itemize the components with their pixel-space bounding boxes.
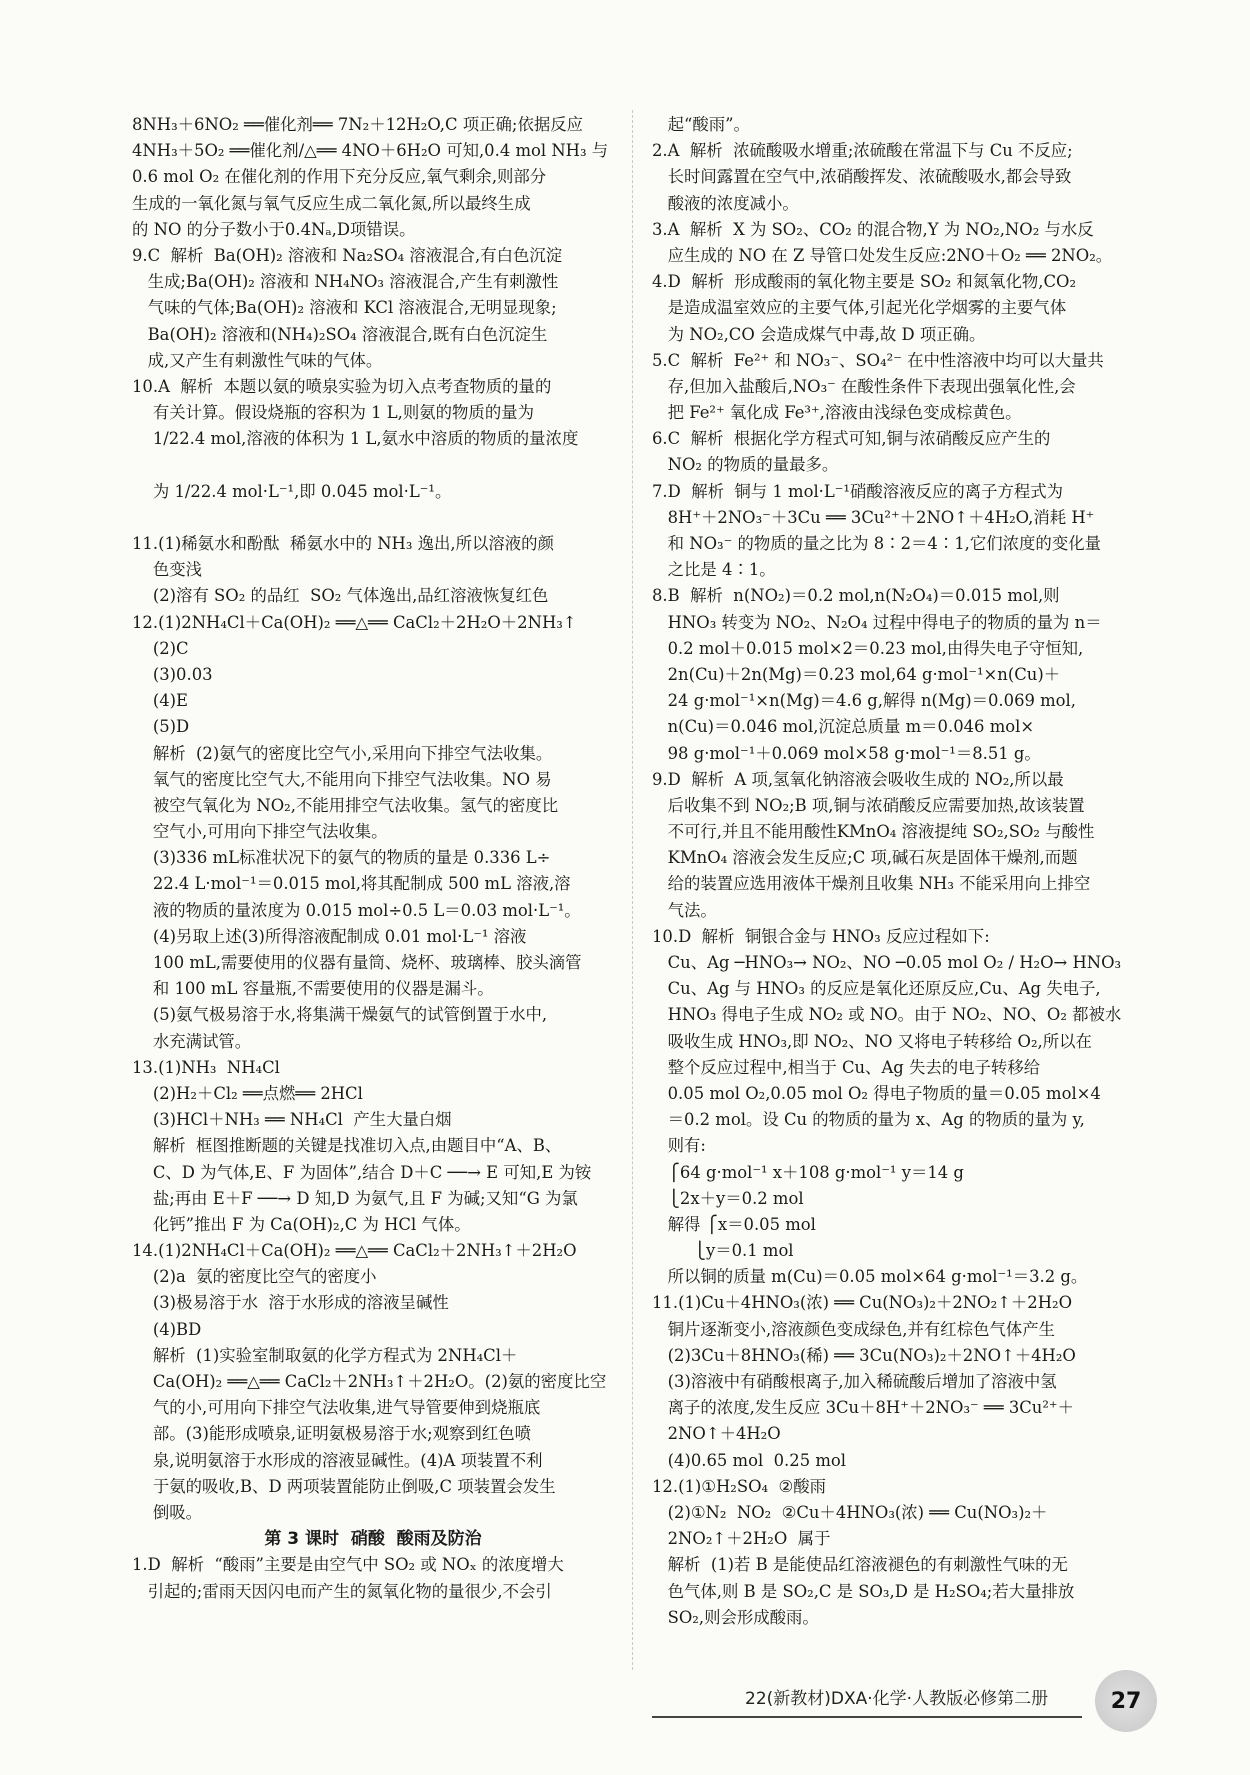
text-line: 2NO₂↑＋2H₂O 属于 (652, 1529, 831, 1549)
text-line: 11.(1)Cu＋4HNO₃(浓) ══ Cu(NO₃)₂＋2NO₂↑＋2H₂O (652, 1293, 1073, 1313)
text-line: 12.(1)2NH₄Cl＋Ca(OH)₂ ══△══ CaCl₂＋2H₂O＋2NH₃↑ (132, 612, 577, 632)
text-line: 4NH₃＋5O₂ ══催化剂/△══ 4NO＋6H₂O 可知,0.4 mol NH₃ 与 (132, 141, 609, 161)
text-line: 解析 (1)实验室制取氨的化学方程式为 2NH₄Cl＋ (132, 1345, 518, 1365)
text-line: (5)D (132, 717, 190, 737)
text-line: 生成的一氧化氮与氧气反应生成二氧化氮,所以最终生成 (132, 193, 531, 213)
text-line: 13.(1)NH₃ NH₄Cl (132, 1057, 280, 1077)
text-line: 色变浅 (132, 560, 203, 580)
text-line: 和 100 mL 容量瓶,不需要使用的仪器是漏斗。 (132, 979, 494, 999)
text-line: 有关计算。假设烧瓶的容积为 1 L,则氨的物质的量为 (132, 403, 534, 423)
text-line: 化钙”推出 F 为 Ca(OH)₂,C 为 HCl 气体。 (132, 1214, 471, 1234)
right-column (652, 112, 1140, 1631)
text-line: 液的物质的量浓度为 0.015 mol÷0.5 L＝0.03 mol·L⁻¹。 (132, 900, 581, 920)
text-line: (2)①N₂ NO₂ ②Cu＋4HNO₃(浓) ══ Cu(NO₃)₂＋ (652, 1502, 1048, 1522)
text-line: 之比是 4∶1。 (652, 560, 776, 580)
text-line: (3)HCl＋NH₃ ══ NH₄Cl 产生大量白烟 (132, 1110, 452, 1130)
text-line: 解得 ⎧x＝0.05 mol (652, 1214, 816, 1234)
text-line: (3)极易溶于水 溶于水形成的溶液呈碱性 (132, 1293, 449, 1313)
text-line: 于氨的吸收,B、D 两项装置能防止倒吸,C 项装置会发生 (132, 1476, 556, 1496)
text-line: 酸液的浓度减小。 (652, 193, 799, 213)
text-line: 长时间露置在空气中,浓硝酸挥发、浓硫酸吸水,都会导致 (652, 167, 1072, 187)
text-line: ⎩2x＋y＝0.2 mol (652, 1188, 804, 1208)
text-line: 的 NO 的分子数小于0.4Nₐ,D项错误。 (132, 219, 416, 239)
text-line: 引起的;雷雨天因闪电而产生的氮氧化物的量很少,不会引 (132, 1581, 552, 1601)
text-line: 后收集不到 NO₂;B 项,铜与浓硝酸反应需要加热,故该装置 (652, 795, 1085, 815)
left-column (132, 112, 614, 1605)
text-line: 和 NO₃⁻ 的物质的量之比为 8∶2＝4∶1,它们浓度的变化量 (652, 534, 1101, 553)
text-line: 整个反应过程中,相当于 Cu、Ag 失去的电子转移给 (652, 1057, 1041, 1077)
text-line: 8.B 解析 n(NO₂)＝0.2 mol,n(N₂O₄)＝0.015 mol,则 (652, 586, 1060, 606)
footer-book-title: 22(新教材)DXA·化学·人教版必修第二册 (745, 1689, 1049, 1709)
text-line: 生成;Ba(OH)₂ 溶液和 NH₄NO₃ 溶液混合,产生有刺激性 (132, 272, 559, 292)
text-line: Ca(OH)₂ ══△══ CaCl₂＋2NH₃↑＋2H₂O。(2)氨的密度比空 (132, 1372, 607, 1391)
text-line: (2)溶有 SO₂ 的品红 SO₂ 气体逸出,品红溶液恢复红色 (132, 586, 549, 606)
text-line: HNO₃ 转变为 NO₂、N₂O₄ 过程中得电子的物质的量为 n＝ (652, 612, 1102, 632)
text-line: NO₂ 的物质的量最多。 (652, 455, 839, 475)
text-line: (5)氨气极易溶于水,将集满干燥氨气的试管倒置于水中, (132, 1005, 548, 1025)
text-line: 7.D 解析 铜与 1 mol·L⁻¹硝酸溶液反应的离子方程式为 (652, 481, 1064, 501)
text-line: 8H⁺＋2NO₃⁻＋3Cu ══ 3Cu²⁺＋2NO↑＋4H₂O,消耗 H⁺ (652, 507, 1095, 527)
text-line: 所以铜的质量 m(Cu)＝0.05 mol×64 g·mol⁻¹＝3.2 g。 (652, 1267, 1088, 1287)
text-line: (4)0.65 mol 0.25 mol (652, 1450, 846, 1470)
text-line: 98 g·mol⁻¹＋0.069 mol×58 g·mol⁻¹＝8.51 g。 (652, 743, 1041, 763)
text-line: ⎧64 g·mol⁻¹ x＋108 g·mol⁻¹ y＝14 g (652, 1162, 964, 1182)
text-line: 5.C 解析 Fe²⁺ 和 NO₃⁻、SO₄²⁻ 在中性溶液中均可以大量共 (652, 350, 1104, 370)
text-line: 色气体,则 B 是 SO₂,C 是 SO₃,D 是 H₂SO₄;若大量排放 (652, 1581, 1075, 1601)
text-line: n(Cu)＝0.046 mol,沉淀总质量 m＝0.046 mol× (652, 717, 1035, 737)
text-line (132, 505, 614, 531)
text-line: 应生成的 NO 在 Z 导管口处发生反应:2NO＋O₂ ══ 2NO₂。 (652, 245, 1113, 265)
text-line: (3)336 mL标准状况下的氨气的物质的量是 0.336 L÷ (132, 848, 551, 868)
text-line: 气味的气体;Ba(OH)₂ 溶液和 KCl 溶液混合,无明显现象; (132, 298, 557, 318)
text-line: 8NH₃＋6NO₂ ══催化剂══ 7N₂＋12H₂O,C 项正确;依据反应 (132, 115, 584, 134)
text-line: 9.D 解析 A 项,氢氧化钠溶液会吸收生成的 NO₂,所以最 (652, 769, 1064, 789)
text-line: (3)0.03 (132, 664, 213, 684)
text-line: (4)BD (132, 1319, 202, 1339)
text-line: 气的小,可用向下排空气法收集,进气导管要伸到烧瓶底 (132, 1398, 541, 1418)
text-line: 1.D 解析 “酸雨”主要是由空气中 SO₂ 或 NOₓ 的浓度增大 (132, 1555, 564, 1575)
text-line: 1/22.4 mol,溶液的体积为 1 L,氨水中溶质的物质的量浓度 (132, 429, 579, 449)
text-line: 2NO↑＋4H₂O (652, 1424, 781, 1444)
text-line: 离子的浓度,发生反应 3Cu＋8H⁺＋2NO₃⁻ ══ 3Cu²⁺＋ (652, 1398, 1074, 1418)
text-line: 3.A 解析 X 为 SO₂、CO₂ 的混合物,Y 为 NO₂,NO₂ 与水反 (652, 219, 1094, 239)
text-line: 则有: (652, 1136, 706, 1156)
text-line: ⎩y＝0.1 mol (652, 1241, 794, 1261)
text-line: 24 g·mol⁻¹×n(Mg)＝4.6 g,解得 n(Mg)＝0.069 mol, (652, 691, 1076, 711)
text-line: 起“酸雨”。 (652, 115, 750, 134)
section-title: 第 3 课时 硝酸 酸雨及防治 (264, 1529, 482, 1550)
text-line: (3)溶液中有硝酸根离子,加入稀硫酸后增加了溶液中氢 (652, 1372, 1057, 1391)
text-line: HNO₃ 得电子生成 NO₂ 或 NO。由于 NO₂、NO、O₂ 都被水 (652, 1005, 1122, 1025)
text-line: 存,但加入盐酸后,NO₃⁻ 在酸性条件下表现出强氧化性,会 (652, 376, 1076, 396)
text-line: 解析 框图推断题的关键是找准切入点,由题目中“A、B、 (132, 1136, 562, 1156)
text-line: 不可行,并且不能用酸性KMnO₄ 溶液提纯 SO₂,SO₂ 与酸性 (652, 822, 1095, 842)
text-line: 气法。 (652, 900, 717, 920)
text-line: 22.4 L·mol⁻¹＝0.015 mol,将其配制成 500 mL 溶液,溶 (132, 874, 571, 894)
text-line: 12.(1)①H₂SO₄ ②酸雨 (652, 1476, 826, 1496)
text-line: 给的装置应选用液体干燥剂且收集 NH₃ 不能采用向上排空 (652, 874, 1091, 894)
text-line: (2)3Cu＋8HNO₃(稀) ══ 3Cu(NO₃)₂＋2NO↑＋4H₂O (652, 1345, 1076, 1365)
page-number: 27 (1110, 1688, 1142, 1714)
text-line: 泉,说明氨溶于水形成的溶液显碱性。(4)A 项装置不利 (132, 1450, 543, 1470)
text-line: 氧气的密度比空气大,不能用向下排空气法收集。NO 易 (132, 769, 552, 789)
column-divider (632, 110, 633, 1670)
text-line: 被空气氧化为 NO₂,不能用排空气法收集。氢气的密度比 (132, 795, 559, 815)
text-line: 空气小,可用向下排空气法收集。 (132, 822, 388, 842)
text-line: (2)C (132, 638, 189, 658)
text-line: 0.6 mol O₂ 在催化剂的作用下充分反应,氧气剩余,则部分 (132, 167, 547, 187)
text-line: 0.2 mol＋0.015 mol×2＝0.23 mol,由得失电子守恒知, (652, 638, 1084, 658)
text-line: Cu、Ag ─HNO₃→ NO₂、NO ─0.05 mol O₂ / H₂O→ HNO₃ (652, 953, 1122, 972)
text-line: KMnO₄ 溶液会发生反应;C 项,碱石灰是固体干燥剂,而题 (652, 848, 1078, 868)
text-line: 9.C 解析 Ba(OH)₂ 溶液和 Na₂SO₄ 溶液混合,有白色沉淀 (132, 245, 563, 265)
text-line: 10.A 解析 本题以氨的喷泉实验为切入点考查物质的量的 (132, 376, 552, 396)
text-line: (2)a 氨的密度比空气的密度小 (132, 1267, 377, 1287)
text-line: 铜片逐渐变小,溶液颜色变成绿色,并有红棕色气体产生 (652, 1319, 1056, 1339)
text-line: 水充满试管。 (132, 1031, 252, 1051)
text-line: 2n(Cu)＋2n(Mg)＝0.23 mol,64 g·mol⁻¹×n(Cu)＋ (652, 664, 1061, 684)
text-line: Cu、Ag 与 HNO₃ 的反应是氧化还原反应,Cu、Ag 失电子, (652, 979, 1101, 999)
text-line: 6.C 解析 根据化学方程式可知,铜与浓硝酸反应产生的 (652, 429, 1051, 449)
text-line: Ba(OH)₂ 溶液和(NH₄)₂SO₄ 溶液混合,既有白色沉淀生 (132, 324, 548, 344)
text-line: 14.(1)2NH₄Cl＋Ca(OH)₂ ══△══ CaCl₂＋2NH₃↑＋2H₂O (132, 1241, 577, 1261)
text-line: 100 mL,需要使用的仪器有量筒、烧杯、玻璃棒、胶头滴管 (132, 953, 582, 972)
text-line: 成,又产生有刺激性气味的气体。 (132, 350, 383, 370)
text-line: (2)H₂＋Cl₂ ══点燃══ 2HCl (132, 1083, 363, 1103)
text-line: C、D 为气体,E、F 为固体”,结合 D＋C ──→ E 可知,E 为铵 (132, 1162, 592, 1182)
footer-rule (652, 1716, 1082, 1718)
text-line: 10.D 解析 铜银合金与 HNO₃ 反应过程如下: (652, 926, 990, 946)
text-line: SO₂,则会形成酸雨。 (652, 1607, 819, 1627)
text-line: 盐;再由 E＋F ──→ D 知,D 为氨气,且 F 为碱;又知“G 为氯 (132, 1188, 578, 1208)
text-line: 解析 (1)若 B 是能使品红溶液褪色的有刺激性气味的无 (652, 1555, 1068, 1575)
text-line: 4.D 解析 形成酸雨的氧化物主要是 SO₂ 和氮氧化物,CO₂ (652, 272, 1077, 292)
text-line: 把 Fe²⁺ 氧化成 Fe³⁺,溶液由浅绿色变成棕黄色。 (652, 403, 1022, 423)
text-line: (4)E (132, 691, 189, 711)
text-line: 2.A 解析 浓硫酸吸水增重;浓硫酸在常温下与 Cu 不反应; (652, 141, 1073, 161)
text-line: (4)另取上述(3)所得溶液配制成 0.01 mol·L⁻¹ 溶液 (132, 926, 527, 946)
text-line: 解析 (2)氨气的密度比空气小,采用向下排空气法收集。 (132, 743, 553, 763)
text-line: 是造成温室效应的主要气体,引起光化学烟雾的主要气体 (652, 298, 1067, 318)
text-line: 倒吸。 (132, 1502, 203, 1522)
text-line: 0.05 mol O₂,0.05 mol O₂ 得电子物质的量＝0.05 mol×4 (652, 1083, 1101, 1103)
text-line: 吸收生成 HNO₃,即 NO₂、NO 又将电子转移给 O₂,所以在 (652, 1031, 1092, 1051)
text-line: 部。(3)能形成喷泉,证明氨极易溶于水;观察到红色喷 (132, 1424, 531, 1444)
text-line (132, 452, 614, 478)
text-line: 11.(1)稀氨水和酚酞 稀氨水中的 NH₃ 逸出,所以溶液的颜 (132, 534, 554, 553)
text-line: ＝0.2 mol。设 Cu 的物质的量为 x、Ag 的物质的量为 y, (652, 1110, 1085, 1130)
page-number-badge (1095, 1670, 1157, 1732)
text-line: 为 1/22.4 mol·L⁻¹,即 0.045 mol·L⁻¹。 (132, 481, 452, 501)
text-line: 为 NO₂,CO 会造成煤气中毒,故 D 项正确。 (652, 324, 986, 344)
